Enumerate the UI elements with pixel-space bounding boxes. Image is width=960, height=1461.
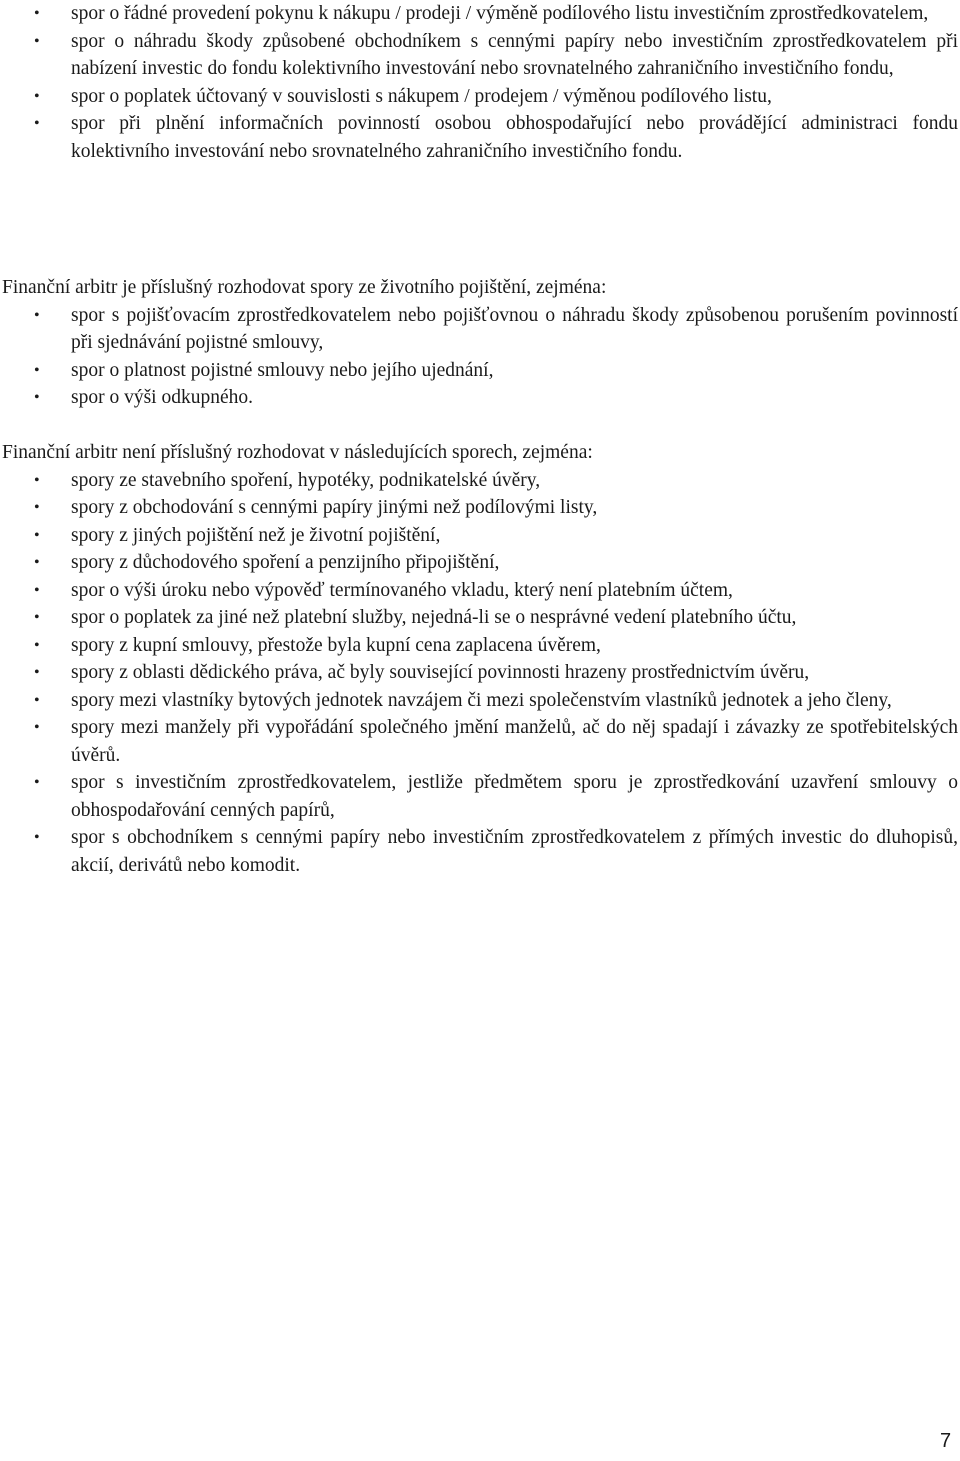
list-item-text: spory z oblasti dědického práva, ač byly související povinnosti hrazeny prostřednictvím úvěru, bbox=[71, 662, 810, 683]
list-item bbox=[0, 302, 960, 357]
list-item bbox=[0, 0, 960, 28]
list-item-text: spor s obchodníkem s cennými papíry nebo investičním zprostředkovatelem z přímých investic do dluhopisů, akcií, derivátů nebo komodit. bbox=[71, 827, 958, 876]
list-item bbox=[0, 28, 960, 83]
list-item bbox=[0, 522, 960, 550]
section-investment-disputes bbox=[0, 0, 960, 165]
list-item-text: spor s investičním zprostředkovatelem, jestliže předmětem sporu je zprostředkování uzavření smlouvy o obhospodařování cenných papírů, bbox=[71, 772, 958, 821]
list-item-text: spor o náhradu škody způsobené obchodníkem s cennými papíry nebo investičním zprostředkovatelem při nabízení investic do fondu kolektivního investování nebo srovnatelného zahraničního investičního fondu, bbox=[71, 30, 958, 79]
list-item-text: spory z obchodování s cennými papíry jinými než podílovými listy, bbox=[71, 497, 598, 518]
list-item bbox=[0, 110, 960, 165]
bullet-list-investment bbox=[0, 0, 960, 165]
bullet-icon: • bbox=[34, 306, 40, 324]
bullet-icon: • bbox=[34, 719, 40, 736]
bullet-list-life-insurance bbox=[0, 302, 960, 412]
bullet-icon: • bbox=[34, 32, 40, 50]
bullet-icon: • bbox=[34, 115, 40, 132]
bullet-list-not-competent bbox=[0, 467, 960, 880]
list-item bbox=[0, 604, 960, 632]
bullet-icon: • bbox=[34, 636, 40, 654]
list-item bbox=[0, 494, 960, 522]
bullet-icon: • bbox=[34, 691, 40, 709]
list-item bbox=[0, 769, 960, 824]
page-number: 7 bbox=[940, 1430, 952, 1452]
list-item bbox=[0, 83, 960, 111]
list-item-text: spory z důchodového spoření a penzijního připojištění, bbox=[71, 552, 500, 573]
list-item bbox=[0, 687, 960, 715]
intro-paragraph: Finanční arbitr není příslušný rozhodovat v následujících sporech, zejména: bbox=[2, 442, 593, 463]
list-item-text: spory z kupní smlouvy, přestože byla kupní cena zaplacena úvěrem, bbox=[71, 634, 601, 656]
bullet-icon: • bbox=[34, 361, 40, 379]
list-item bbox=[0, 467, 960, 495]
bullet-icon: • bbox=[34, 829, 40, 846]
list-item bbox=[0, 384, 960, 412]
bullet-icon: • bbox=[34, 609, 40, 626]
list-item bbox=[0, 549, 960, 577]
list-item-text: spor o platnost pojistné smlouvy nebo jejího ujednání, bbox=[71, 359, 494, 381]
bullet-icon: • bbox=[34, 554, 40, 571]
bullet-icon: • bbox=[34, 389, 40, 406]
list-item-text: spory mezi manžely při vypořádání společného jmění manželů, ač do něj spadají i závazky ze spotřebitelských úvěrů. bbox=[71, 717, 958, 766]
intro-paragraph: Finanční arbitr je příslušný rozhodovat spory ze životního pojištění, zejména: bbox=[2, 277, 607, 298]
list-item-text: spor o výši úroku nebo výpověď termínovaného vkladu, který není platebním účtem, bbox=[71, 579, 733, 601]
bullet-icon: • bbox=[34, 526, 40, 544]
list-item-text: spor s pojišťovacím zprostředkovatelem nebo pojišťovnou o náhradu škody způsobenou porušením povinností při sjednávání pojistné smlouvy, bbox=[71, 304, 958, 353]
bullet-icon: • bbox=[34, 471, 40, 489]
bullet-icon: • bbox=[34, 664, 40, 681]
list-item-text: spor o poplatek účtovaný v souvislosti s nákupem / prodejem / výměnou podílového listu, bbox=[71, 85, 772, 107]
list-item-text: spor o řádné provedení pokynu k nákupu / prodeji / výměně podílového listu investičním zprostředkovatelem, bbox=[71, 3, 929, 24]
list-item bbox=[0, 714, 960, 769]
list-item bbox=[0, 659, 960, 687]
list-item bbox=[0, 357, 960, 385]
bullet-icon: • bbox=[34, 87, 40, 105]
list-item bbox=[0, 824, 960, 879]
section-not-competent bbox=[0, 439, 960, 879]
list-item bbox=[0, 577, 960, 605]
list-item-text: spory ze stavebního spoření, hypotéky, podnikatelské úvěry, bbox=[71, 469, 541, 491]
bullet-icon: • bbox=[34, 5, 40, 22]
list-item-text: spor o poplatek za jiné než platební služby, nejedná-li se o nesprávné vedení platebního účtu, bbox=[71, 607, 797, 628]
list-item-text: spor o výši odkupného. bbox=[71, 387, 253, 408]
bullet-icon: • bbox=[34, 499, 40, 516]
section-life-insurance bbox=[0, 274, 960, 412]
bullet-icon: • bbox=[34, 774, 40, 791]
list-item bbox=[0, 632, 960, 660]
list-item-text: spory mezi vlastníky bytových jednotek navzájem či mezi společenstvím vlastníků jednotek a jeho členy, bbox=[71, 689, 892, 711]
list-item-text: spory z jiných pojištění než je životní pojištění, bbox=[71, 524, 441, 546]
list-item-text: spor při plnění informačních povinností osobou obhospodařující nebo provádějící administraci fondu kolektivního investování nebo srovnatelného zahraničního investičního fondu. bbox=[71, 113, 958, 162]
bullet-icon: • bbox=[34, 581, 40, 599]
